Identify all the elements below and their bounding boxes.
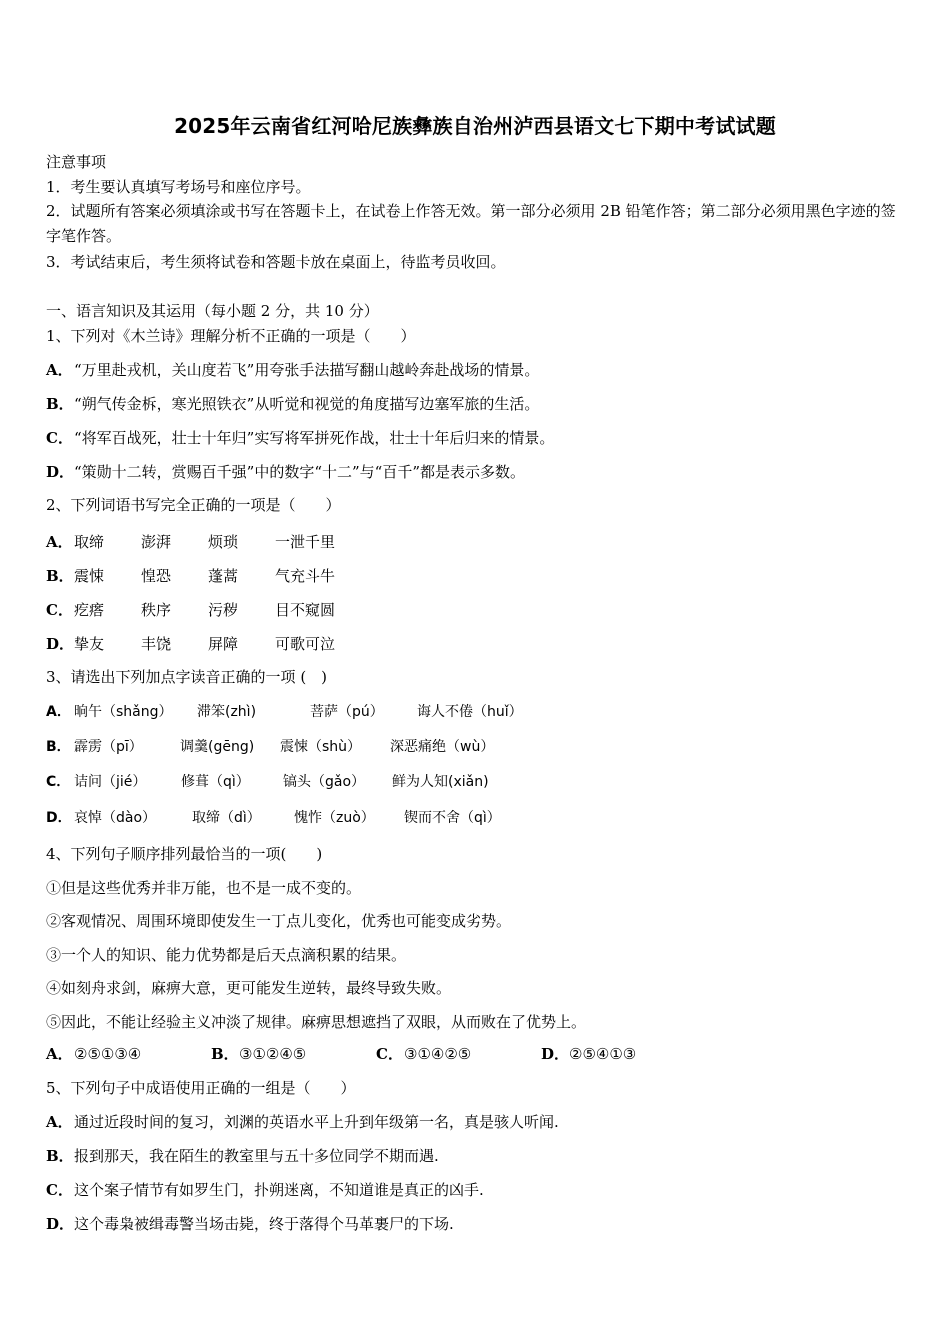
q4-option-d bbox=[541, 1044, 706, 1064]
word: 疙瘩 bbox=[74, 601, 105, 619]
option-label: C． bbox=[46, 774, 71, 790]
q5-stem: 5、下列句子中成语使用正确的一组是（ ） bbox=[46, 1079, 356, 1097]
option-label: D． bbox=[46, 463, 75, 481]
option-label: D． bbox=[46, 1215, 75, 1233]
option-label: A． bbox=[46, 361, 73, 379]
option-label: D． bbox=[46, 810, 72, 826]
notice-item-2: 2．试题所有答案必须填涂或书写在答题卡上，在试卷上作答无效。第一部分必须用 2B 铅笔作答；第二部分必须用黑色字迹的签字笔作答。 bbox=[46, 202, 896, 245]
word: 惶恐 bbox=[141, 567, 172, 585]
word: 震悚 bbox=[74, 567, 105, 585]
q4-option-b bbox=[211, 1044, 376, 1064]
word: 丰饶 bbox=[141, 635, 172, 653]
q2-option-b bbox=[46, 566, 908, 586]
option-label: A． bbox=[46, 1113, 73, 1131]
page-title: 2025年云南省红河哈尼族彝族自治州泸西县语文七下期中考试试题 bbox=[174, 114, 776, 138]
option-label: C． bbox=[376, 1045, 403, 1063]
word: 澎湃 bbox=[141, 533, 172, 551]
q1-stem: 1、下列对《木兰诗》理解分析不正确的一项是（ ） bbox=[46, 327, 416, 345]
notice-item-1: 1．考生要认真填写考场号和座位序号。 bbox=[46, 178, 311, 196]
pinyin-item: 取缔（dì） bbox=[192, 810, 261, 826]
pinyin-item: 愧怍（zuò） bbox=[294, 810, 375, 826]
option-text: 报到那天，我在陌生的教室里与五十多位同学不期而遇. bbox=[74, 1147, 439, 1165]
q3-option-a bbox=[46, 702, 908, 722]
q4-sentence-1: ①但是这些优秀并非万能，也不是一成不变的。 bbox=[46, 879, 362, 897]
option-label: D． bbox=[46, 635, 75, 653]
word: 挚友 bbox=[74, 635, 105, 653]
pinyin-item: 锲而不舍（qì） bbox=[404, 810, 501, 826]
option-label: A． bbox=[46, 1045, 73, 1063]
option-label: B． bbox=[46, 395, 74, 413]
q4-sentence-4: ④如刻舟求剑，麻痹大意，更可能发生逆转，最终导致失败。 bbox=[46, 979, 452, 997]
option-label: B． bbox=[46, 739, 71, 755]
option-label: A． bbox=[46, 533, 73, 551]
q1-option-c bbox=[46, 428, 908, 448]
q3-option-d bbox=[46, 808, 908, 828]
notice-heading: 注意事项 bbox=[46, 153, 107, 171]
word: 秩序 bbox=[141, 601, 172, 619]
option-text: “将军百战死，壮士十年归”实写将军拼死作战，壮士十年后归来的情景。 bbox=[74, 429, 555, 447]
q4-stem: 4、下列句子顺序排列最恰当的一项( ) bbox=[46, 845, 323, 863]
option-text: 通过近段时间的复习，刘渊的英语水平上升到年级第一名，真是骇人听闻. bbox=[74, 1113, 559, 1131]
q3-stem: 3、请选出下列加点字读音正确的一项 ( ) bbox=[46, 668, 328, 686]
option-text: 这个毒枭被缉毒警当场击毙，终于落得个马革裹尸的下场. bbox=[74, 1215, 454, 1233]
option-text: ②⑤④①③ bbox=[569, 1045, 637, 1063]
option-text: ③①②④⑤ bbox=[239, 1045, 307, 1063]
q4-option-c bbox=[376, 1044, 541, 1064]
q4-option-a bbox=[46, 1044, 211, 1064]
word: 一泄千里 bbox=[275, 533, 336, 551]
q5-option-b bbox=[46, 1146, 908, 1166]
option-text: ③①④②⑤ bbox=[404, 1045, 472, 1063]
option-label: C． bbox=[46, 429, 73, 447]
pinyin-item: 菩萨（pú） bbox=[310, 704, 384, 720]
notice-item-3: 3．考试结束后，考生须将试卷和答题卡放在桌面上，待监考员收回。 bbox=[46, 253, 506, 271]
word: 烦琐 bbox=[208, 533, 239, 551]
option-text: “朔气传金柝，寒光照铁衣”从听觉和视觉的角度描写边塞军旅的生活。 bbox=[74, 395, 540, 413]
pinyin-item: 修葺（qì） bbox=[181, 774, 250, 790]
q3-option-b bbox=[46, 737, 908, 757]
pinyin-item: 滞笨(zhì) bbox=[197, 704, 257, 720]
pinyin-item: 霹雳（pī） bbox=[74, 739, 143, 755]
word: 屏障 bbox=[208, 635, 239, 653]
option-text: 这个案子情节有如罗生门，扑朔迷离，不知道谁是真正的凶手. bbox=[74, 1181, 484, 1199]
pinyin-item: 晌午（shǎng） bbox=[74, 704, 173, 720]
q3-option-c bbox=[46, 772, 908, 792]
option-text: “策勋十二转，赏赐百千强”中的数字“十二”与“百千”都是表示多数。 bbox=[74, 463, 526, 481]
q1-option-b bbox=[46, 394, 908, 414]
option-text: ②⑤①③④ bbox=[74, 1045, 142, 1063]
q2-option-d bbox=[46, 634, 908, 654]
option-label: D． bbox=[541, 1045, 570, 1063]
q4-sentence-2: ②客观情况、周围环境即使发生一丁点儿变化，优秀也可能变成劣势。 bbox=[46, 912, 512, 930]
option-label: B． bbox=[211, 1045, 239, 1063]
q1-option-d bbox=[46, 462, 908, 482]
option-label: A． bbox=[46, 704, 71, 720]
q4-sentence-5: ⑤因此，不能让经验主义冲淡了规律。麻痹思想遮挡了双眼，从而败在了优势上。 bbox=[46, 1013, 587, 1031]
option-text: “万里赴戎机，关山度若飞”用夸张手法描写翻山越岭奔赴战场的情景。 bbox=[74, 361, 540, 379]
q5-option-a bbox=[46, 1112, 908, 1132]
section-heading: 一、语言知识及其运用（每小题 2 分，共 10 分） bbox=[46, 302, 379, 320]
pinyin-item: 镐头（gǎo） bbox=[283, 774, 366, 790]
q2-stem: 2、下列词语书写完全正确的一项是（ ） bbox=[46, 496, 341, 514]
q2-option-a bbox=[46, 532, 908, 552]
q4-options bbox=[46, 1044, 908, 1064]
q5-option-d bbox=[46, 1214, 908, 1234]
option-label: C． bbox=[46, 601, 73, 619]
option-label: B． bbox=[46, 567, 74, 585]
option-label: B． bbox=[46, 1147, 74, 1165]
q5-option-c bbox=[46, 1180, 908, 1200]
pinyin-item: 诘问（jié） bbox=[74, 774, 147, 790]
q1-option-a bbox=[46, 360, 908, 380]
word: 污秽 bbox=[208, 601, 239, 619]
pinyin-item: 鲜为人知(xiǎn) bbox=[392, 774, 489, 790]
pinyin-item: 调羹(gēng) bbox=[180, 739, 255, 755]
q4-sentence-3: ③一个人的知识、能力优势都是后天点滴积累的结果。 bbox=[46, 946, 407, 964]
word: 气充斗牛 bbox=[275, 567, 336, 585]
word: 可歌可泣 bbox=[275, 635, 336, 653]
pinyin-item: 深恶痛绝（wù） bbox=[390, 739, 495, 755]
word: 目不窥圆 bbox=[275, 601, 336, 619]
pinyin-item: 哀悼（dào） bbox=[74, 810, 157, 826]
pinyin-item: 震悚（shù） bbox=[280, 739, 362, 755]
word: 蓬蒿 bbox=[208, 567, 239, 585]
word: 取缔 bbox=[74, 533, 105, 551]
pinyin-item: 诲人不倦（huǐ） bbox=[417, 704, 523, 720]
option-label: C． bbox=[46, 1181, 73, 1199]
q2-option-c bbox=[46, 600, 908, 620]
